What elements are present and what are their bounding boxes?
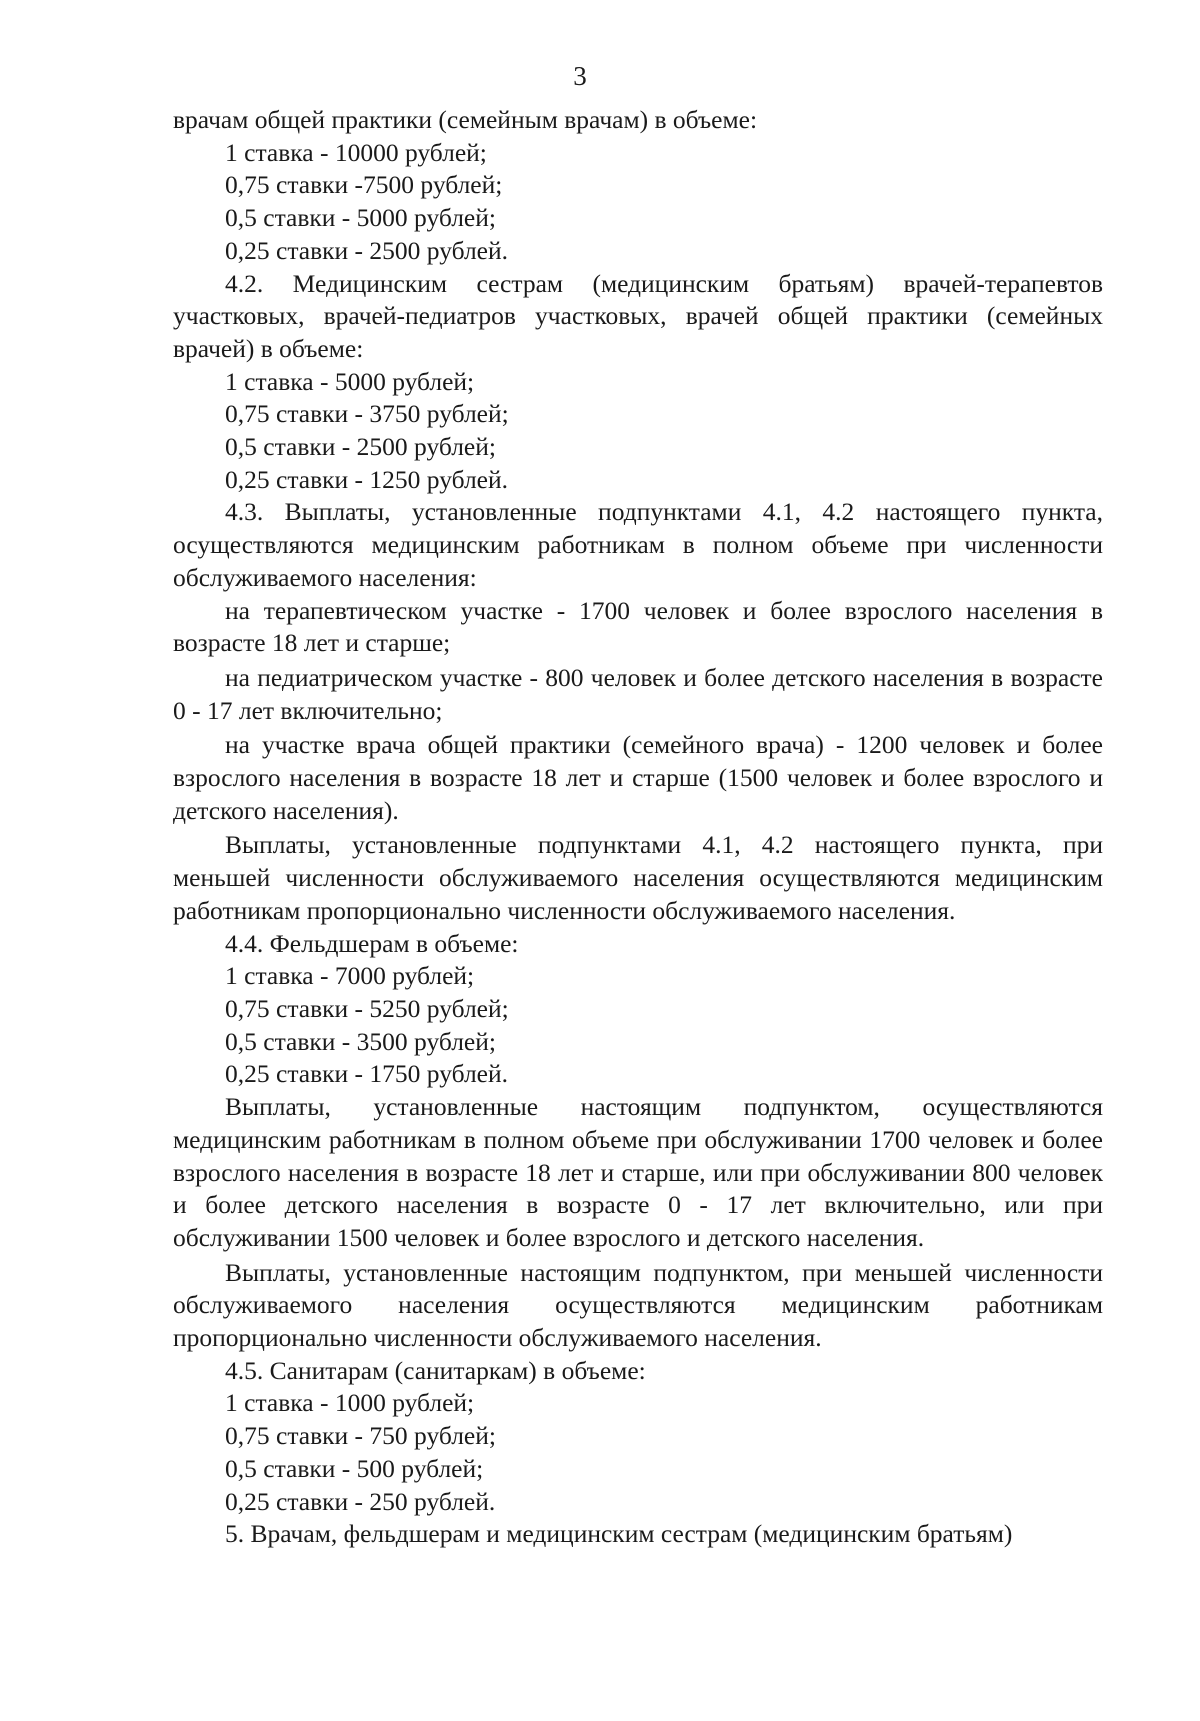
paragraph-4-3-payments: 4.3. Выплаты, установленные подпунктами 4.1, 4.2 настоящего пункта, осуществляются медицинским работникам в полном объеме при численности обслуживаемого населения: [173, 497, 1103, 592]
rate-item: 0,75 ставки - 5250 рублей; [225, 993, 509, 1023]
rate-item: 0,5 ставки - 5000 рублей; [225, 203, 496, 233]
rate-item: 0,25 ставки - 250 рублей. [225, 1486, 496, 1516]
rate-item: 0,25 ставки - 1250 рублей. [225, 464, 509, 494]
rate-item: 1 ставка - 5000 рублей; [225, 366, 475, 396]
rate-item: 1 ставка - 10000 рублей; [225, 137, 487, 167]
paragraph-5-doctors-paramedics-nurses: 5. Врачам, фельдшерам и медицинским сестрам (медицинским братьям) [225, 1519, 1013, 1549]
rate-item: 0,25 ставки - 2500 рублей. [225, 235, 509, 265]
rate-item: 0,5 ставки - 3500 рублей; [225, 1026, 496, 1056]
paragraph-4-5-orderlies: 4.5. Санитарам (санитаркам) в объеме: [225, 1355, 646, 1385]
paragraph-general-practice-area: на участке врача общей практики (семейного врача) - 1200 человек и более взрослого населения в возрасте 18 лет и старше (1500 человек и более взрослого и детского населения). [173, 730, 1103, 825]
paragraph-4-4-paramedics: 4.4. Фельдшерам в объеме: [225, 928, 519, 958]
rate-item: 0,75 ставки -7500 рублей; [225, 170, 503, 200]
paragraph-proportional-payments: Выплаты, установленные подпунктами 4.1, 4.2 настоящего пункта, при меньшей численности обслуживаемого населения осуществляются медицинским работникам пропорционально численности обслуживаемого населения. [173, 830, 1103, 925]
rate-item: 1 ставка - 7000 рублей; [225, 961, 475, 991]
rate-item: 1 ставка - 1000 рублей; [225, 1388, 475, 1418]
rate-item: 0,5 ставки - 500 рублей; [225, 1453, 484, 1483]
paragraph-4-2-nurses: 4.2. Медицинским сестрам (медицинским братьям) врачей-терапевтов участковых, врачей-педиатров участковых, врачей общей практики (семейных врачей) в объеме: [173, 268, 1103, 363]
rate-item: 0,75 ставки - 3750 рублей; [225, 399, 509, 429]
rate-item: 0,5 ставки - 2500 рублей; [225, 432, 496, 462]
document-body [173, 104, 1103, 1551]
paragraph-pediatric-area: на педиатрическом участке - 800 человек и более детского населения в возрасте 0 - 17 лет включительно; [173, 662, 1103, 725]
paragraph-therapeutic-area: на терапевтическом участке - 1700 человек и более взрослого населения в возрасте 18 лет и старше; [173, 595, 1103, 658]
paragraph-paramedic-proportional-payments: Выплаты, установленные настоящим подпунктом, при меньшей численности обслуживаемого населения осуществляются медицинским работникам пропорционально численности обслуживаемого населения. [173, 1257, 1103, 1353]
rate-item: 0,75 ставки - 750 рублей; [225, 1421, 496, 1451]
paragraph-general-practitioners: врачам общей практики (семейным врачам) в объеме: [173, 105, 758, 134]
paragraph-paramedic-full-payments: Выплаты, установленные настоящим подпунктом, осуществляются медицинским работникам в полном объеме при обслуживании 1700 человек и более взрослого населения в возрасте 18 лет и старше, или при обслуживании 800 человек и более детского населения в возрасте 0 - 17 лет включительно, или при обслуживании 1500 человек и более взрослого и детского населения. [173, 1092, 1103, 1252]
rate-item: 0,25 ставки - 1750 рублей. [225, 1059, 509, 1089]
page-number: 3 [573, 61, 587, 91]
